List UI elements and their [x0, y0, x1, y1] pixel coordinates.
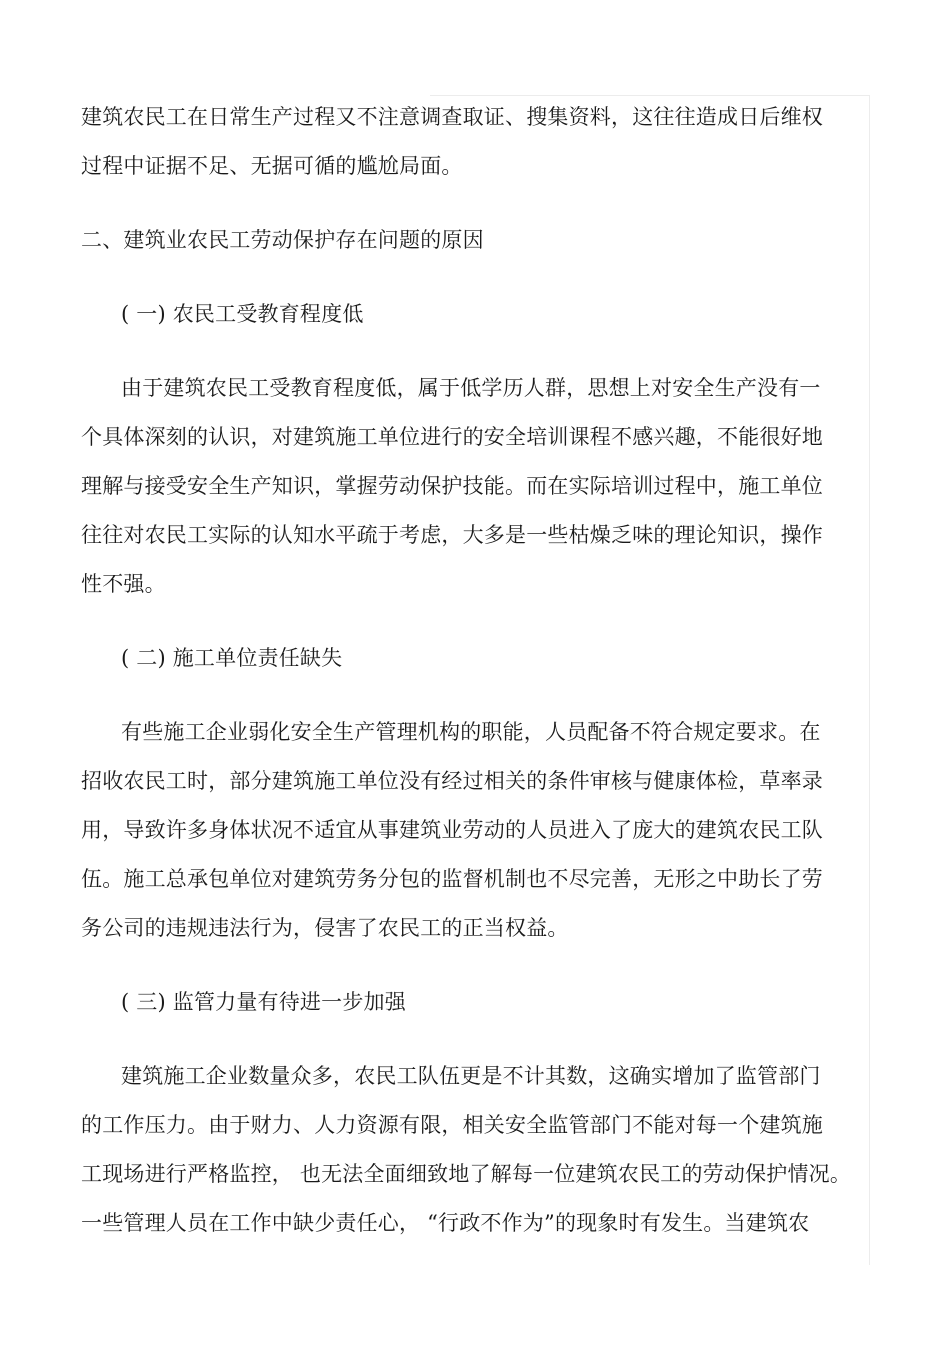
section-heading: 二、建筑业农民工劳动保护存在问题的原因	[81, 228, 484, 252]
paragraph-line: 伍。施工总承包单位对建筑劳务分包的监督机制也不尽完善，无形之中助长了劳	[81, 867, 823, 891]
paragraph-line: 往往对农民工实际的认知水平疏于考虑，大多是一些枯燥乏味的理论知识，操作	[81, 523, 823, 547]
paragraph-line: 个具体深刻的认识，对建筑施工单位进行的安全培训课程不感兴趣，不能很好地	[81, 425, 823, 449]
paragraph-line: 理解与接受安全生产知识，掌握劳动保护技能。而在实际培训过程中，施工单位	[81, 474, 823, 498]
paragraph-line: 过程中证据不足、无据可循的尴尬局面。	[81, 154, 463, 178]
paragraph-line: 用，导致许多身体状况不适宜从事建筑业劳动的人员进入了庞大的建筑农民工队	[81, 818, 823, 842]
subsection-heading-1: ( 一) 农民工受教育程度低	[121, 302, 364, 326]
paragraph-line: 建筑施工企业数量众多，农民工队伍更是不计其数，这确实增加了监管部门	[121, 1064, 821, 1088]
subsection-3-paragraph	[81, 1052, 852, 1248]
paragraph-line: 的工作压力。由于财力、人力资源有限，相关安全监管部门不能对每一个建筑施	[81, 1113, 823, 1137]
paragraph-line: 有些施工企业弱化安全生产管理机构的职能，人员配备不符合规定要求。在	[121, 720, 821, 744]
paragraph-line: 由于建筑农民工受教育程度低，属于低学历人群，思想上对安全生产没有一	[121, 376, 821, 400]
subsection-1-paragraph	[81, 364, 841, 609]
paragraph-line: 一些管理人员在工作中缺少责任心， “行政不作为”的现象时有发生。当建筑农	[81, 1211, 810, 1235]
continued-paragraph	[81, 93, 841, 191]
subsection-heading-2: ( 二) 施工单位责任缺失	[121, 646, 343, 670]
paragraph-line: 招收农民工时，部分建筑施工单位没有经过相关的条件审核与健康体检，草率录	[81, 769, 823, 793]
document-body	[81, 93, 852, 1248]
paragraph-line: 工现场进行严格监控， 也无法全面细致地了解每一位建筑农民工的劳动保护情况。	[81, 1162, 852, 1186]
paragraph-line: 性不强。	[81, 572, 166, 596]
paragraph-line: 建筑农民工在日常生产过程又不注意调查取证、搜集资料，这往往造成日后维权	[81, 105, 823, 129]
paragraph-line: 务公司的违规违法行为，侵害了农民工的正当权益。	[81, 916, 569, 940]
subsection-heading-3: ( 三) 监管力量有待进一步加强	[121, 990, 406, 1014]
subsection-2-paragraph	[81, 708, 841, 953]
page-right-border	[869, 95, 870, 1265]
